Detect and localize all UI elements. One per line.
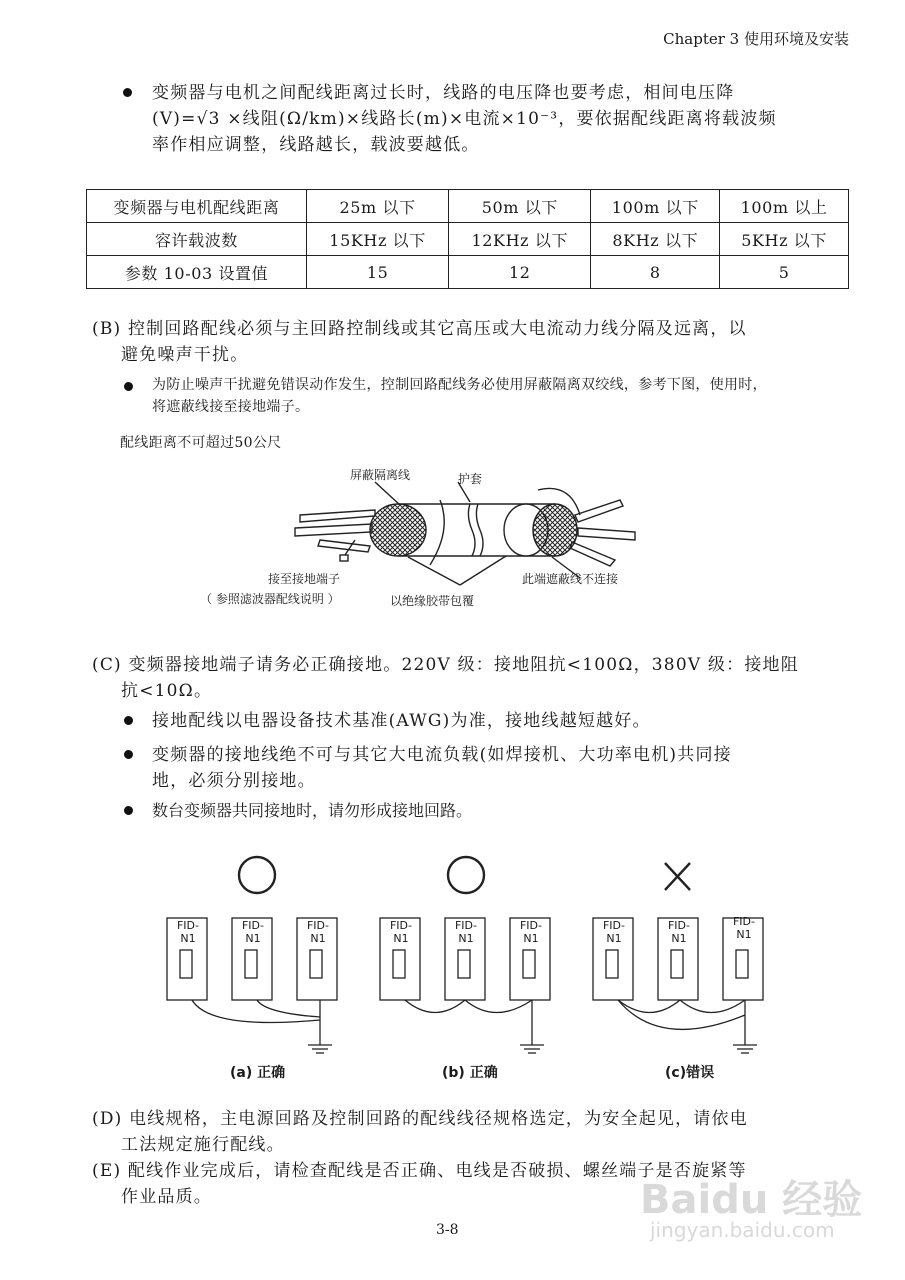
unit-label: FID- N1 — [519, 919, 542, 945]
table-cell: 100m 以上 — [720, 190, 849, 223]
bullet-dot — [124, 806, 133, 815]
grounding-diagram — [160, 845, 780, 1095]
caption-c: (c)错误 — [665, 1065, 715, 1081]
intro-line-3: 率作相应调整，线路越长，载波要越低。 — [152, 135, 480, 155]
section-b-bullet-line-1: 为防止噪声干扰避免错误动作发生，控制回路配线务必使用屏蔽隔离双绞线，参考下图，使用时， — [152, 377, 767, 393]
table-cell: 12 — [449, 256, 591, 289]
table-cell: 5KHz 以下 — [720, 223, 849, 256]
table-cell: 参数 10-03 设置值 — [87, 256, 307, 289]
section-c-line-1: (C) 变频器接地端子请务必正确接地。220V 级：接地阻抗<100Ω，380V 级：接地阻 — [92, 655, 799, 675]
table-cell: 8KHz 以下 — [591, 223, 720, 256]
table-cell: 100m 以下 — [591, 190, 720, 223]
baidu-watermark-logo: Baidu 经验 — [640, 1177, 863, 1223]
section-b-line-1: (B) 控制回路配线必须与主回路控制线或其它高压或大电流动力线分隔及远离，以 — [92, 319, 747, 339]
ground-terminal-label: 接至接地端子 — [268, 572, 341, 586]
table-cell: 12KHz 以下 — [449, 223, 591, 256]
table-cell: 50m 以下 — [449, 190, 591, 223]
page-header: Chapter 3 使用环境及安装 — [663, 30, 849, 48]
unit-label: FID- N1 — [667, 919, 690, 945]
shielded-cable-figure — [200, 460, 660, 620]
table-cell: 容许载波数 — [87, 223, 307, 256]
unit-label: FID- N1 — [602, 919, 625, 945]
table-row — [87, 256, 849, 289]
table-cell: 15KHz 以下 — [307, 223, 449, 256]
bullet-dot — [123, 88, 132, 97]
unit-label: FID- N1 — [306, 919, 329, 945]
correct-circle-icon — [448, 857, 484, 893]
section-e-line-1: (E) 配线作业完成后，请检查配线是否正确、电线是否破损、螺丝端子是否旋紧等 — [92, 1161, 747, 1181]
grounding-figure — [160, 845, 780, 1095]
section-d-line-2: 工法规定施行配线。 — [121, 1135, 285, 1155]
section-e-line-2: 作业品质。 — [121, 1187, 212, 1207]
sheath-label: 护套 — [458, 472, 483, 486]
table-cell: 5 — [720, 256, 849, 289]
no-connect-label: 此端遮蔽线不连接 — [522, 572, 619, 586]
unit-label: FID- N1 — [732, 915, 755, 941]
table-cell: 25m 以下 — [307, 190, 449, 223]
section-d-line-1: (D) 电线规格，主电源回路及控制回路的配线线径规格选定，为安全起见，请依电 — [92, 1109, 748, 1129]
shield-cable-label: 屏蔽隔离线 — [350, 468, 411, 482]
table-row — [87, 223, 849, 256]
bullet-dot — [124, 382, 133, 391]
distance-note: 配线距离不可超过50公尺 — [120, 435, 282, 451]
unit-label: FID- N1 — [176, 919, 199, 945]
carrier-frequency-table — [86, 189, 849, 289]
section-b-bullet-line-2: 将遮蔽线接至接地端子。 — [152, 399, 310, 415]
bullet-dot — [124, 750, 133, 759]
correct-circle-icon — [239, 857, 275, 893]
unit-label: FID- N1 — [389, 919, 412, 945]
intro-line-1: 变频器与电机之间配线距离过长时，线路的电压降也要考虑，相间电压降 — [152, 83, 735, 103]
page-number: 3-8 — [436, 1222, 459, 1238]
section-c-bullet-2-line-1: 变频器的接地线绝不可与其它大电流负载(如焊接机、大功率电机)共同接 — [152, 745, 732, 765]
wrong-cross-icon — [665, 863, 690, 890]
unit-label: FID- N1 — [454, 919, 477, 945]
table-cell: 15 — [307, 256, 449, 289]
unit-label: FID- N1 — [241, 919, 264, 945]
intro-line-2: (V)=√3 ×线阻(Ω/km)×线路长(m)×电流×10⁻³，要依据配线距离将载波频 — [152, 109, 777, 129]
caption-a: (a) 正确 — [230, 1065, 286, 1081]
section-c-line-2: 抗<10Ω。 — [121, 681, 213, 701]
table-cell: 8 — [591, 256, 720, 289]
table-row — [87, 190, 849, 223]
caption-b: (b) 正确 — [442, 1065, 498, 1081]
section-c-bullet-3: 数台变频器共同接地时，请勿形成接地回路。 — [152, 801, 473, 820]
section-b-line-2: 避免噪声干扰。 — [121, 345, 249, 365]
baidu-watermark-url: jingyan.baidu.com — [650, 1218, 835, 1242]
table-cell: 变频器与电机配线距离 — [87, 190, 307, 223]
section-c-bullet-2-line-2: 地，必须分别接地。 — [152, 771, 316, 791]
bullet-dot — [124, 716, 133, 725]
filter-reference-label: （ 参照滤波器配线说明 ） — [200, 592, 340, 606]
insulation-tape-label: 以绝缘胶带包覆 — [390, 594, 475, 608]
section-c-bullet-1: 接地配线以电器设备技术基准(AWG)为准，接地线越短越好。 — [152, 711, 651, 731]
